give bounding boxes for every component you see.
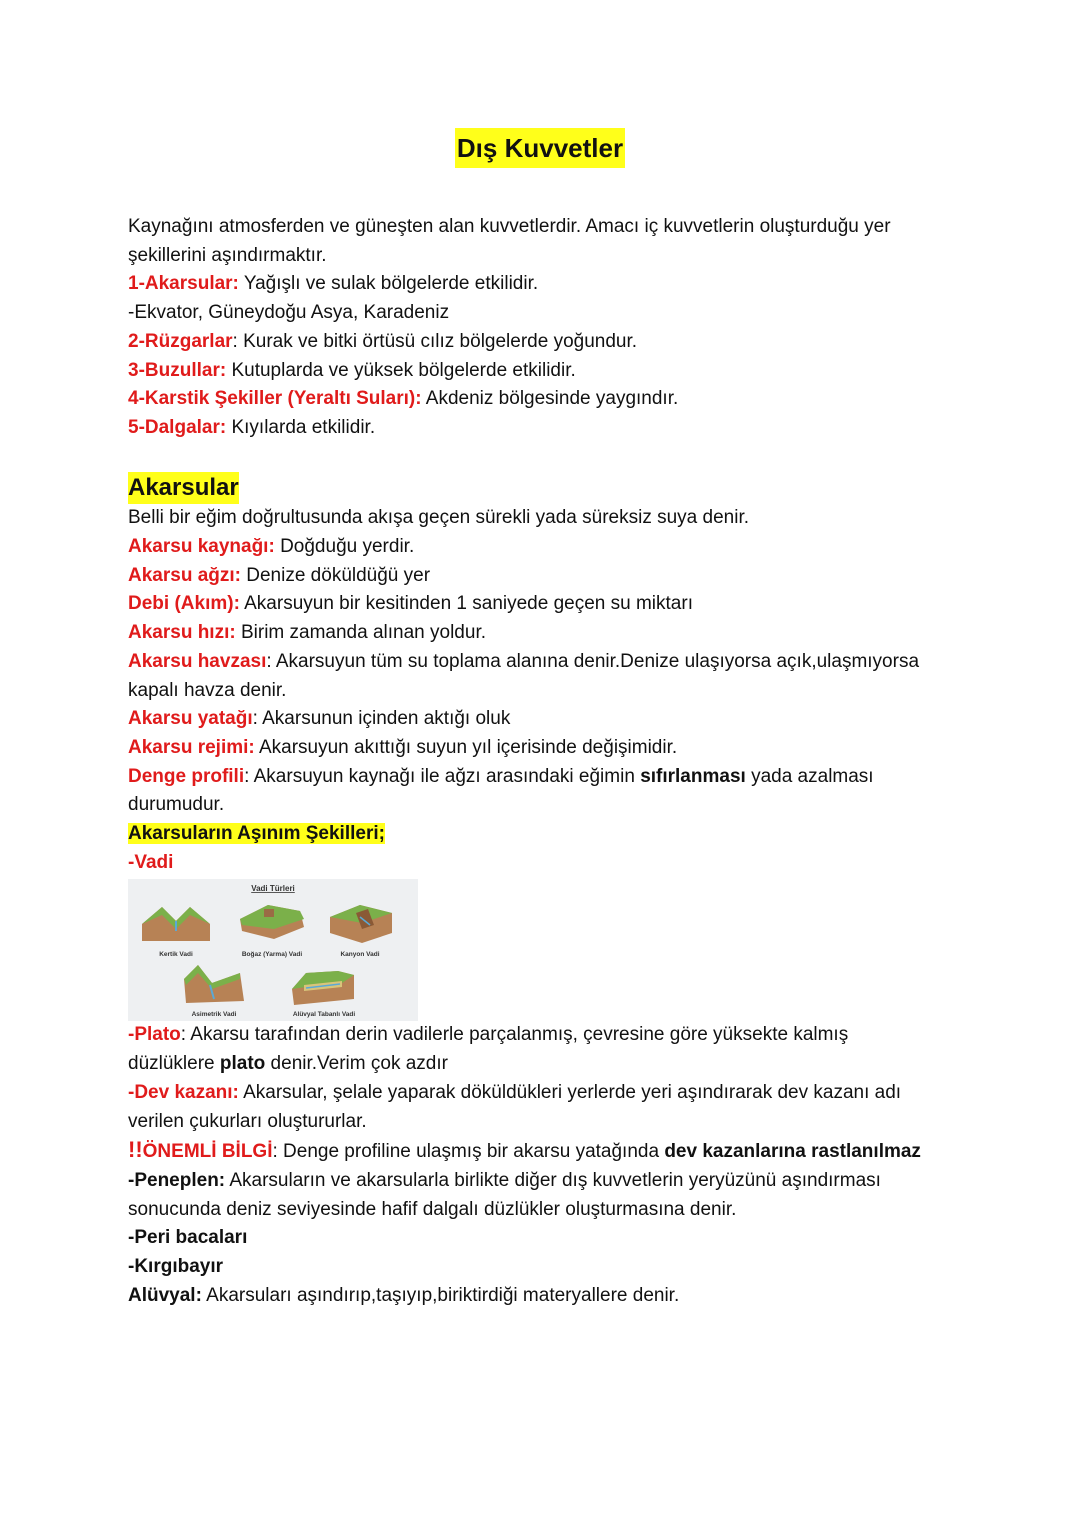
figure-label-aluvyal: Alüvyal Tabanlı Vadi (292, 1011, 356, 1019)
akarsular-heading-wrap (128, 472, 948, 505)
term-agiz (128, 562, 948, 591)
dev-kazani-label: -Dev kazanı: (128, 1081, 239, 1103)
aluvyal-text: Akarsuları aşındırıp,taşıyıp,biriktirdiği materyallere denir. (201, 1284, 680, 1306)
force-label: 5-Dalgalar: (128, 416, 227, 438)
figure-label-kanyon: Kanyon Vadi (340, 951, 380, 959)
aluvyal-line (128, 1282, 948, 1311)
plato-text: : Akarsu tarafından derin vadilerle parçalanmış, çevresine göre yüksekte kalmış (180, 1024, 849, 1046)
figure-label-kertik: Kertik Vadi (159, 951, 193, 959)
kirgibayir: -Kırgıbayır (128, 1256, 224, 1278)
force-text: Yağışlı ve sulak bölgelerde etkilidir. (238, 273, 539, 295)
akarsular-definition: Belli bir eğim doğrultusunda akışa geçen sürekli yada süreksiz suya denir. (128, 507, 749, 529)
term-denge-cont: durumudur. (128, 794, 225, 816)
onemli-label: ÖNEMLİ BİLGİ (142, 1141, 273, 1163)
peneplen-text: Akarsuların ve akarsularla birlikte diğer dış kuvvetlerin yeryüzünü aşındırması (225, 1169, 881, 1191)
plato-line (128, 1021, 948, 1050)
asinim-heading-wrap (128, 820, 948, 849)
peri-bacalari: -Peri bacaları (128, 1227, 248, 1249)
term-label: Akarsu rejimi: (128, 736, 255, 758)
onemli-bold: dev kazanlarına rastlanılmaz (664, 1141, 921, 1163)
force-item (128, 385, 948, 414)
peneplen-line (128, 1167, 948, 1196)
force-text: -Ekvator, Güneydoğu Asya, Karadeniz (128, 302, 450, 324)
dev-kazani-text: Akarsular, şelale yaparak döküldükleri yerlerde yeri aşındırarak dev kazanı adı (238, 1081, 902, 1103)
force-item (128, 270, 948, 299)
term-havza-cont: kapalı havza denir. (128, 679, 287, 701)
force-label: 3-Buzullar: (128, 359, 227, 381)
term-havza (128, 648, 948, 677)
term-debi (128, 590, 948, 619)
figure-title: Vadi Türleri (251, 884, 295, 894)
akarsular-heading: Akarsular (128, 472, 239, 504)
term-label: Akarsu kaynağı: (128, 536, 275, 558)
term-text: Akarsuyun bir kesitinden 1 saniyede geçen su miktarı (239, 593, 693, 615)
term-yatak (128, 705, 948, 734)
term-hiz (128, 619, 948, 648)
plato-bold: plato (219, 1053, 266, 1075)
term-label: Debi (Akım): (128, 593, 240, 615)
aluvyal-label: Alüvyal: (128, 1284, 202, 1306)
peneplen-label: -Peneplen: (128, 1169, 226, 1191)
term-text: : Akarsuyun kaynağı ile ağzı arasındaki eğimin (244, 765, 641, 787)
term-label: Akarsu havzası (128, 650, 267, 672)
plato-label: -Plato (128, 1024, 181, 1046)
figure-background (128, 879, 418, 1021)
term-label: Denge profili (128, 765, 245, 787)
term-label: Akarsu hızı: (128, 622, 236, 644)
onemli-bilgi-line (128, 1136, 948, 1167)
force-text: Kutuplarda ve yüksek bölgelerde etkilidir. (226, 359, 576, 381)
term-text: Denize döküldüğü yer (240, 564, 431, 586)
plato-text: düzlüklere (128, 1053, 220, 1075)
vadi-turleri-figure (128, 879, 418, 1021)
term-text: : Akarsuyun tüm su toplama alanına denir.Denize ulaşıyorsa açık,ulaşmıyorsa (266, 650, 920, 672)
figure-label-bogaz: Boğaz (Yarma) Vadi (241, 951, 303, 959)
intro-line: şekillerini aşındırmaktır. (128, 244, 327, 266)
document-body (128, 213, 948, 1311)
term-text: Doğduğu yerdir. (274, 536, 415, 558)
force-label: 2-Rüzgarlar (128, 330, 233, 352)
vadi-turleri-illustration (128, 879, 418, 1021)
intro-line: Kaynağını atmosferden ve güneşten alan kuvvetlerdir. Amacı iç kuvvetlerin oluşturduğu yer (128, 216, 891, 237)
force-label: 4-Karstik Şekiller (Yeraltı Suları): (128, 388, 422, 410)
plato-line-cont (128, 1050, 948, 1079)
term-text: : Akarsunun içinden aktığı oluk (252, 708, 511, 730)
term-label: Akarsu ağzı: (128, 564, 241, 586)
title-wrap (0, 128, 1080, 168)
force-item (128, 357, 948, 386)
warning-icon: !! (128, 1137, 143, 1163)
force-item (128, 299, 948, 328)
dev-kazani-line (128, 1079, 948, 1108)
plato-text: denir.Verim çok azdır (265, 1053, 448, 1075)
force-item (128, 328, 948, 357)
term-bold: sıfırlanması (640, 765, 746, 787)
vadi-label: -Vadi (128, 851, 174, 873)
asinim-heading: Akarsuların Aşınım Şekilleri; (128, 823, 385, 845)
term-denge (128, 763, 948, 792)
term-kaynak (128, 533, 948, 562)
force-text: : Kurak ve bitki örtüsü cılız bölgelerde yoğundur. (232, 330, 638, 352)
page-title: Dış Kuvvetler (455, 128, 625, 168)
term-text: yada azalması (745, 765, 874, 787)
force-label: 1-Akarsular: (128, 273, 239, 295)
force-item (128, 414, 948, 443)
dev-kazani-cont: verilen çukurları oluştururlar. (128, 1110, 367, 1132)
term-text: Birim zamanda alınan yoldur. (235, 622, 486, 644)
force-text: Akdeniz bölgesinde yaygındır. (421, 388, 679, 410)
peneplen-cont: sonucunda deniz seviyesinde hafif dalgalı düzlükler oluşturmasına denir. (128, 1198, 737, 1220)
force-text: Kıyılarda etkilidir. (226, 416, 376, 438)
onemli-text: : Denge profiline ulaşmış bir akarsu yatağında (272, 1141, 665, 1163)
figure-label-asimetrik: Asimetrik Vadi (191, 1011, 237, 1019)
term-label: Akarsu yatağı (128, 708, 253, 730)
term-rejim (128, 734, 948, 763)
term-text: Akarsuyun akıttığı suyun yıl içerisinde değişimidir. (254, 736, 678, 758)
spacer (128, 443, 948, 472)
